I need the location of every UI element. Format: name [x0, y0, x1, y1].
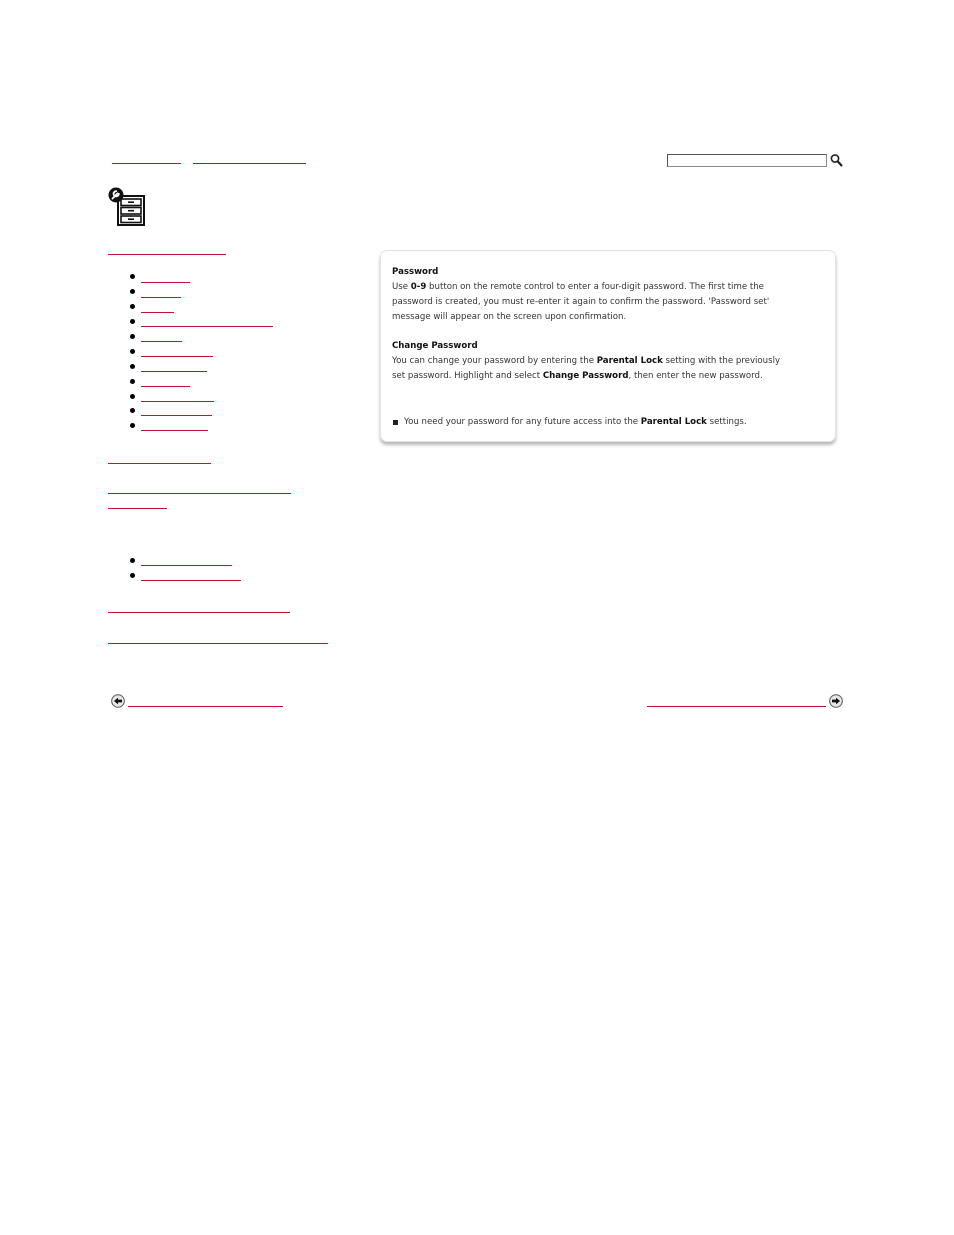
change-password-text-line-2: set password. Highlight and select Change Password, then enter the new password.	[392, 371, 763, 381]
sidebar-subitem-9[interactable]	[141, 401, 214, 402]
list-bullet	[130, 334, 135, 339]
sidebar-link-3-line1[interactable]	[108, 493, 291, 494]
sidebar-link-5[interactable]	[108, 643, 328, 644]
sidebar-subitem-2[interactable]	[141, 297, 181, 298]
sidebar-subitem-10[interactable]	[141, 415, 212, 416]
left-arrow-circle-icon[interactable]	[111, 694, 125, 708]
sidebar-link-4[interactable]	[108, 612, 290, 613]
password-text-line-2: password is created, you must re-enter it again to confirm the password. 'Password set'	[392, 297, 770, 307]
list-bullet	[130, 319, 135, 324]
next-page-link[interactable]	[647, 706, 826, 707]
sidebar-subitem-12[interactable]	[141, 565, 232, 566]
prev-page-link[interactable]	[128, 706, 283, 707]
sidebar-link-3-line2[interactable]	[108, 508, 167, 509]
breadcrumb-link-1[interactable]	[112, 163, 181, 164]
search-input[interactable]	[667, 154, 827, 167]
sidebar-subitem-3[interactable]	[141, 312, 174, 313]
list-bullet	[130, 379, 135, 384]
list-bullet	[130, 274, 135, 279]
sidebar-subitem-8[interactable]	[141, 386, 190, 387]
sidebar-subitem-1[interactable]	[141, 282, 190, 283]
sidebar-subitem-4[interactable]	[141, 326, 273, 327]
right-arrow-circle-icon[interactable]	[829, 694, 843, 708]
sidebar-subitem-11[interactable]	[141, 430, 208, 431]
list-bullet	[130, 289, 135, 294]
change-password-heading: Change Password	[392, 341, 478, 351]
sidebar-link-2[interactable]	[108, 463, 211, 464]
sidebar-link-1[interactable]	[108, 254, 226, 255]
list-bullet	[130, 423, 135, 428]
tools-cabinet-icon	[107, 187, 149, 227]
sidebar-subitem-13[interactable]	[141, 580, 241, 581]
list-bullet	[130, 408, 135, 413]
password-text-line-3: message will appear on the screen upon confirmation.	[392, 312, 627, 322]
list-bullet	[130, 558, 135, 563]
breadcrumb-link-2[interactable]	[193, 163, 306, 164]
note-text: You need your password for any future access into the Parental Lock settings.	[404, 417, 747, 427]
sidebar-subitem-5[interactable]	[141, 341, 182, 342]
sidebar-subitem-6[interactable]	[141, 356, 213, 357]
list-bullet	[130, 573, 135, 578]
list-bullet	[130, 304, 135, 309]
note-bullet-icon	[393, 420, 398, 425]
magnifier-icon[interactable]	[829, 152, 843, 168]
password-text-line-1: Use 0-9 button on the remote control to enter a four-digit password. The first time the	[392, 282, 764, 292]
sidebar-subitem-7[interactable]	[141, 371, 207, 372]
list-bullet	[130, 364, 135, 369]
change-password-text-line-1: You can change your password by entering the Parental Lock setting with the previously	[392, 356, 781, 366]
password-heading: Password	[392, 267, 439, 277]
list-bullet	[130, 394, 135, 399]
list-bullet	[130, 349, 135, 354]
